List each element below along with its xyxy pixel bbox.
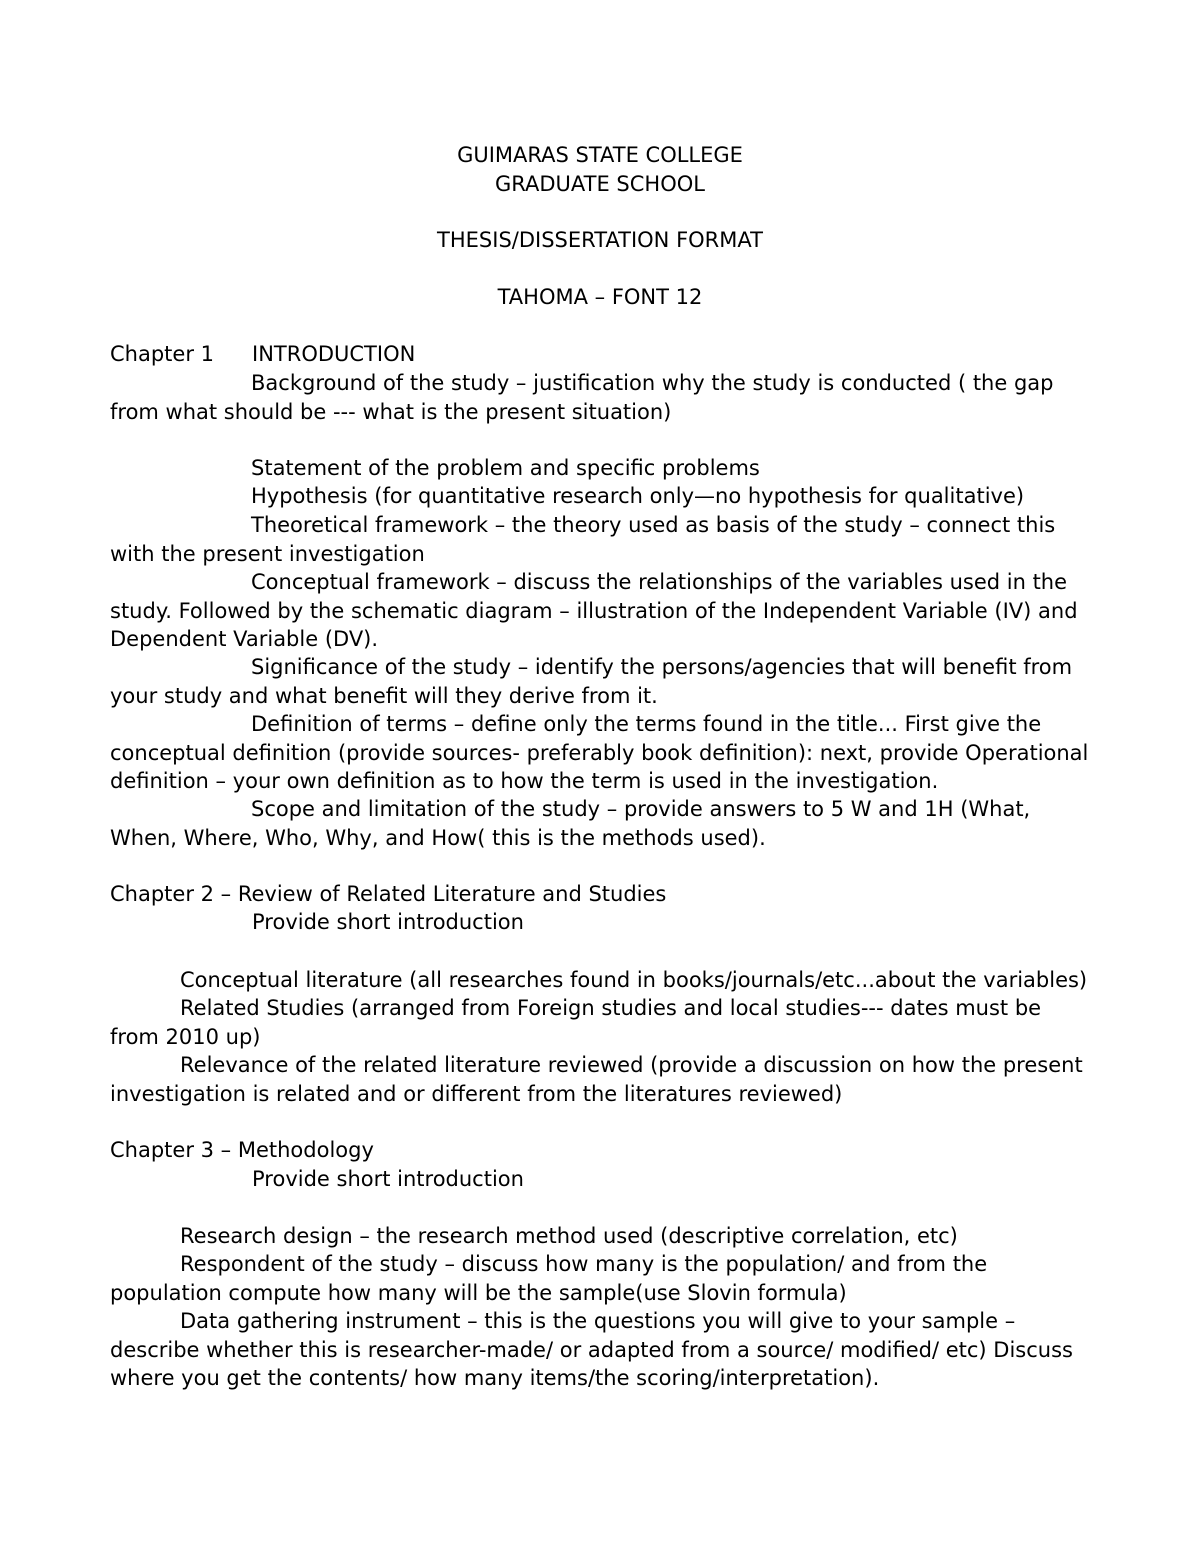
font-note: TAHOMA – FONT 12 [497, 285, 703, 309]
ch2-related-studies: Related Studies (arranged from Foreign studies and local studies--- dates must be from 2010 up) [110, 996, 1042, 1049]
ch3-research-design: Research design – the research method used (descriptive correlation, etc) [180, 1224, 958, 1248]
ch1-theoretical: Theoretical framework – the theory used as basis of the study – connect this with the present investigation [110, 513, 1056, 566]
chapter1-label: Chapter 1 [110, 342, 214, 366]
chapter3-heading: Chapter 3 – Methodology [110, 1138, 374, 1162]
institution-name: GUIMARAS STATE COLLEGE [457, 143, 743, 167]
ch1-conceptual: Conceptual framework – discuss the relationships of the variables used in the study. Followed by the schematic diagram – illustration of the Independent Variable (IV) and Dependent Variable (DV). [110, 570, 1078, 651]
school-name: GRADUATE SCHOOL [495, 172, 705, 196]
ch1-statement: Statement of the problem and specific problems [251, 456, 760, 480]
ch1-scope: Scope and limitation of the study – provide answers to 5 W and 1H (What, When, Where, Who, Why, and How( this is the methods used). [110, 797, 1031, 850]
ch1-definition: Definition of terms – define only the terms found in the title... First give the conceptual definition (provide sources- preferably book definition): next, provide Operational definition – your own definition as to how the term is used in the investigation. [110, 712, 1089, 793]
ch1-hypothesis: Hypothesis (for quantitative research only—no hypothesis for qualitative) [251, 484, 1025, 508]
document-title: THESIS/DISSERTATION FORMAT [437, 228, 763, 252]
ch2-conceptual-literature: Conceptual literature (all researches found in books/journals/etc...about the variables) [180, 968, 1088, 992]
ch2-intro: Provide short introduction [252, 910, 524, 934]
ch3-respondent: Respondent of the study – discuss how many is the population/ and from the population compute how many will be the sample(use Slovin formula) [110, 1252, 988, 1305]
ch3-instrument: Data gathering instrument – this is the questions you will give to your sample – describe whether this is researcher-made/ or adapted from a source/ modified/ etc) Discuss where you get the contents/ how many items/the scoring/interpretation). [110, 1309, 1073, 1390]
ch1-background: Background of the study – justification why the study is conducted ( the gap from what should be --- what is the present situation) [110, 371, 1054, 424]
chapter1-title: INTRODUCTION [252, 342, 416, 366]
ch3-intro: Provide short introduction [252, 1167, 524, 1191]
ch2-relevance: Relevance of the related literature reviewed (provide a discussion on how the present investigation is related and or different from the literatures reviewed) [110, 1053, 1083, 1106]
ch1-significance: Significance of the study – identify the persons/agencies that will benefit from your study and what benefit will they derive from it. [110, 655, 1073, 708]
chapter2-heading: Chapter 2 – Review of Related Literature and Studies [110, 882, 667, 906]
